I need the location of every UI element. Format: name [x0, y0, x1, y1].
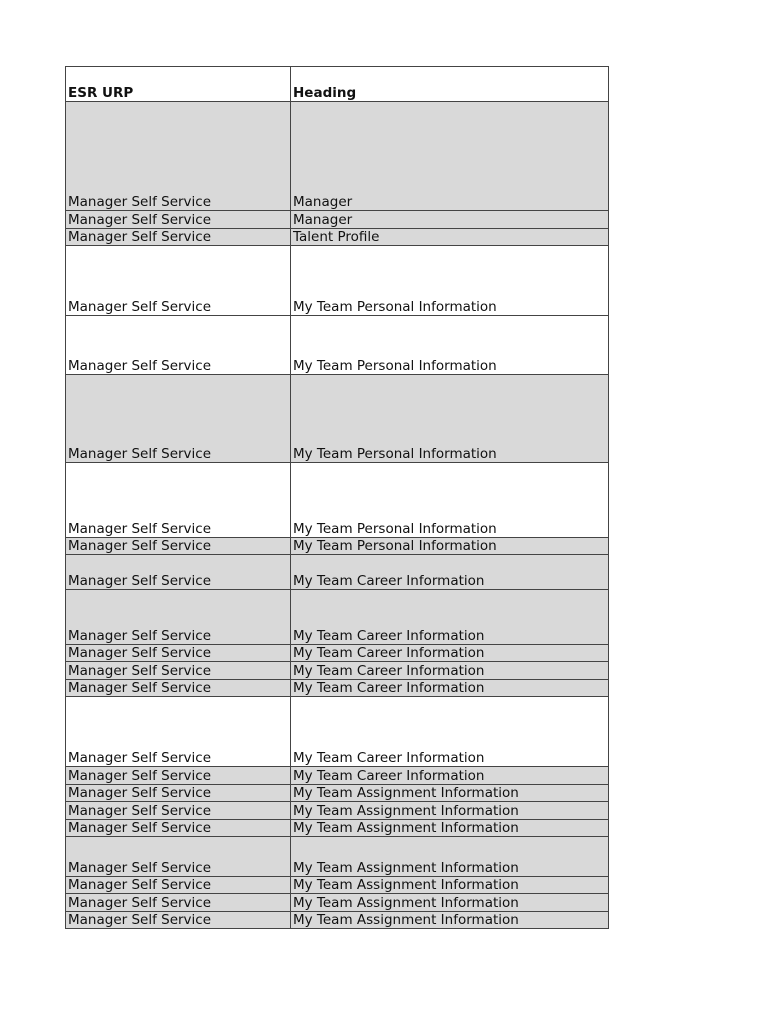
urp-heading-table	[65, 66, 609, 929]
table-row	[66, 229, 609, 246]
column-header-esr-urp: ESR URP	[66, 67, 291, 102]
heading-cell: My Team Career Information	[291, 555, 609, 590]
header-row	[66, 67, 609, 102]
heading-cell: My Team Assignment Information	[291, 894, 609, 912]
column-header-heading: Heading	[291, 67, 609, 102]
urp-cell: Manager Self Service	[66, 375, 291, 463]
urp-cell: Manager Self Service	[66, 645, 291, 662]
urp-cell: Manager Self Service	[66, 837, 291, 877]
urp-cell: Manager Self Service	[66, 229, 291, 246]
urp-cell: Manager Self Service	[66, 894, 291, 912]
urp-cell: Manager Self Service	[66, 662, 291, 680]
table-row	[66, 375, 609, 463]
table-row	[66, 538, 609, 555]
heading-cell: My Team Personal Information	[291, 375, 609, 463]
heading-cell: My Team Career Information	[291, 662, 609, 680]
urp-cell: Manager Self Service	[66, 463, 291, 538]
heading-cell: My Team Assignment Information	[291, 820, 609, 837]
heading-cell: My Team Assignment Information	[291, 837, 609, 877]
heading-cell: Manager	[291, 211, 609, 229]
table-row	[66, 316, 609, 375]
table-row	[66, 680, 609, 697]
heading-cell: My Team Assignment Information	[291, 802, 609, 820]
table-row	[66, 555, 609, 590]
table-row	[66, 785, 609, 802]
urp-cell: Manager Self Service	[66, 697, 291, 767]
urp-cell: Manager Self Service	[66, 802, 291, 820]
heading-cell: My Team Personal Information	[291, 463, 609, 538]
spreadsheet-page	[65, 66, 609, 929]
urp-cell: Manager Self Service	[66, 246, 291, 316]
urp-cell: Manager Self Service	[66, 102, 291, 211]
heading-cell: My Team Career Information	[291, 645, 609, 662]
urp-cell: Manager Self Service	[66, 912, 291, 929]
urp-cell: Manager Self Service	[66, 211, 291, 229]
table-row	[66, 697, 609, 767]
table-row	[66, 211, 609, 229]
urp-cell: Manager Self Service	[66, 877, 291, 894]
table-row	[66, 246, 609, 316]
table-row	[66, 767, 609, 785]
heading-cell: My Team Personal Information	[291, 246, 609, 316]
table-row	[66, 894, 609, 912]
heading-cell: Manager	[291, 102, 609, 211]
urp-cell: Manager Self Service	[66, 316, 291, 375]
heading-cell: My Team Personal Information	[291, 538, 609, 555]
heading-cell: My Team Career Information	[291, 697, 609, 767]
table-row	[66, 802, 609, 820]
heading-cell: Talent Profile	[291, 229, 609, 246]
heading-cell: My Team Assignment Information	[291, 912, 609, 929]
table-row	[66, 877, 609, 894]
table-row	[66, 837, 609, 877]
urp-cell: Manager Self Service	[66, 680, 291, 697]
heading-cell: My Team Personal Information	[291, 316, 609, 375]
urp-cell: Manager Self Service	[66, 590, 291, 645]
heading-cell: My Team Assignment Information	[291, 877, 609, 894]
urp-cell: Manager Self Service	[66, 820, 291, 837]
urp-cell: Manager Self Service	[66, 538, 291, 555]
heading-cell: My Team Assignment Information	[291, 785, 609, 802]
urp-cell: Manager Self Service	[66, 785, 291, 802]
table-row	[66, 662, 609, 680]
heading-cell: My Team Career Information	[291, 767, 609, 785]
table-row	[66, 645, 609, 662]
urp-cell: Manager Self Service	[66, 767, 291, 785]
table-row	[66, 102, 609, 211]
heading-cell: My Team Career Information	[291, 590, 609, 645]
urp-cell: Manager Self Service	[66, 555, 291, 590]
table-row	[66, 820, 609, 837]
heading-cell: My Team Career Information	[291, 680, 609, 697]
table-row	[66, 463, 609, 538]
table-row	[66, 912, 609, 929]
table-row	[66, 590, 609, 645]
